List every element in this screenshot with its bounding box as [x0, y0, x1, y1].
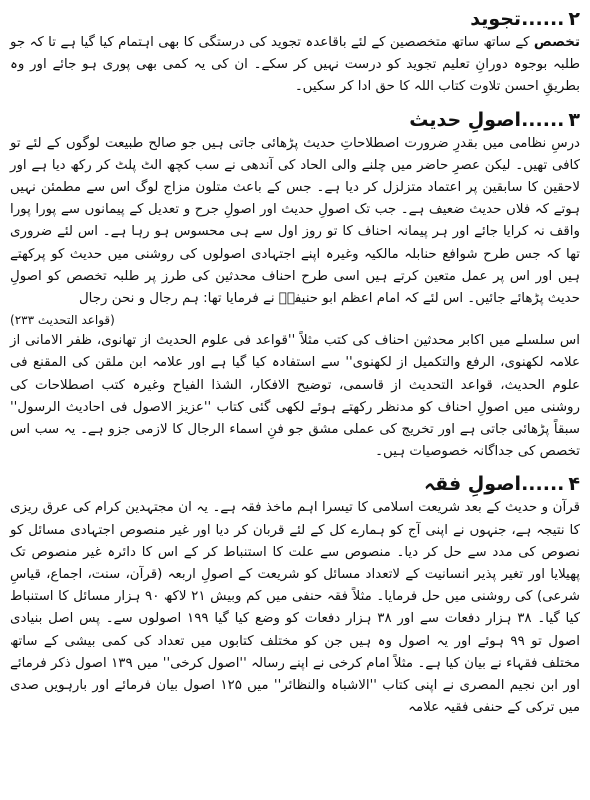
section-number: ۴	[568, 473, 580, 496]
tajweed-paragraph	[10, 32, 580, 99]
tajweed-lead-word: تخصص	[533, 35, 580, 50]
section-heading-tajweed: ۲......تجوید	[470, 8, 580, 30]
section-heading-usool-hadith: ۳......اصولِ حدیث	[409, 108, 580, 131]
section-title: اصولِ حدیث	[409, 108, 522, 131]
section-number: ۳	[568, 108, 580, 131]
citation: (قواعد التحدیث ۲۳۳)	[10, 313, 115, 328]
tajweed-text: کے ساتھ ساتھ متخصصین کے لئے باقاعدہ تجوید کی درستگی کا بھی اہتمام کیا گیا ہے تا کہ جو طلبہ بوجوہ دورانِ تعلیم تجوید کو درست نہیں کر سکے۔ ان کی یہ کمی بھی پوری ہو جائے اور وہ بطریقِ احسن تلاوت کتاب اللہ کا حق ادا کر سکیں۔	[10, 35, 580, 95]
usool-hadith-paragraph-1: درسِ نظامی میں بقدرِ ضرورت اصطلاحاتِ حدیث پڑھائی جاتی ہیں جو صالح طبیعت لوگوں کے لئے تو کافی تھیں۔ لیکن عصرِ حاضر میں چلنے والی الحاد کی آندھی نے سب کچھ الٹ پلٹ کر رکھ دیا ہے اور لاحقین کا سابقین پر اعتماد متزلزل کر دیا ہے۔ جس کے باعث متلون مزاج لوگ اس سے مطمئن نہیں ہوتے کہ فلاں حدیث ضعیف ہے۔ جب تک اصولِ حدیث اور اصولِ جرح و تعدیل کے پیمانوں سے پورا پورا واقف نہ کرایا جائے اور ہر پیمانہ احناف کا تو روز اول سے ہی محسوس ہو رہا ہے۔ اس لئے ضروری تھا کہ جس طرح شوافع حنابلہ مالکیہ وغیرہ اپنے اجتہادی اصولوں کی روشنی میں حدیث کو پرکھتے ہیں اور اس پر عمل متعین کرتے ہیں اسی طرح احناف محدثین کی طرز پر طلبہ تخصص کو اصولِ حدیث پڑھائے جائیں۔ اس لئے کہ امام اعظم ابو حنیفہؒ نے فرمایا تھا: ہم رجال و نحن رجال	[10, 135, 580, 307]
section-heading-usool-fiqh: ۴......اصولِ فقہ	[423, 473, 580, 496]
usool-fiqh-paragraph: قرآن و حدیث کے بعد شریعت اسلامی کا تیسرا اہم ماخذ فقہ ہے۔ یہ ان مجتہدین کرام کی عرق ریزی کا نتیجہ ہے، جنہوں نے اپنی آج کو ہمارے کل کے لئے قربان کر دیا اور غیر منصوص اجتہادی مسائل کو نصوص کی مدد سے حل کر دیا۔ منصوص سے علت کا استنباط کر کے اس کا دائرہ غیر منصوص تک پھیلایا اور تغیر پذیر انسانیت کے لاتعداد مسائل کو شریعت کے اصولِ اربعہ (قرآن، سنت، اجماع، قیاسِ شرعی) کی روشنی میں حل فرمایا۔ مثلاً فقہ حنفی میں کم وبیش ۲۱ لاکھ ۹۰ ہزار مسائل کا استنباط کیا گیا۔ ۳۸ ہزار دفعات سے اور ۳۸ ہزار دفعات کو وضع کیا گیا ۱۹۹ اصولوں سے۔ پس اصل بنیادی اصول تو ۹۹ ہوئے اور یہ اصول وہ ہیں جن کو مختلف کتابوں میں تعداد کی کمی بیشی کے ساتھ مختلف فقہاء نے بیان کیا ہے۔ مثلاً امام کرخی نے اپنے رسالہ ''اصول کرخی'' میں ۱۳۹ اصول ذکر فرمائے اور ابن نجیم المصری نے اپنی کتاب ''الاشباہ والنظائر'' میں ۱۲۵ اصول بیان فرمائے اور بارہویں صدی میں ترکی کے حنفی فقیہ علامہ	[10, 500, 581, 716]
section-number: ۲	[568, 8, 580, 30]
usool-hadith-paragraph-2: اس سلسلے میں اکابر محدثین احناف کی کتب مثلاً ''قواعد فی علوم الحدیث از تھانوی، ظفر الامانی از علامہ لکھنوی، الرفع والتکمیل از لکھنوی'' سے استفادہ کیا گیا ہے اور علامہ ابن ملقن کی المقنع فی علوم الحدیث، قواعد التحدیث از قاسمی، توضیح الافکار، الشذا الفیاح وغیرہ کتب اصطلاحات کی روشنی میں اصولِ احناف کو مدنظر رکھتے ہوئے لکھی گئی کتاب ''عزیز الاصول فی احادیث الرسول'' سبقاً پڑھائی جاتی ہے اور تخریج کی عملی مشق جو فنِ اسماء الرجال کا لازمی جزو ہے۔ یہ سب اس تخصص کی جداگانہ خصوصیات ہیں۔	[10, 333, 580, 460]
section-title: اصولِ فقہ	[423, 473, 522, 496]
section-title: تجوید	[470, 8, 522, 30]
